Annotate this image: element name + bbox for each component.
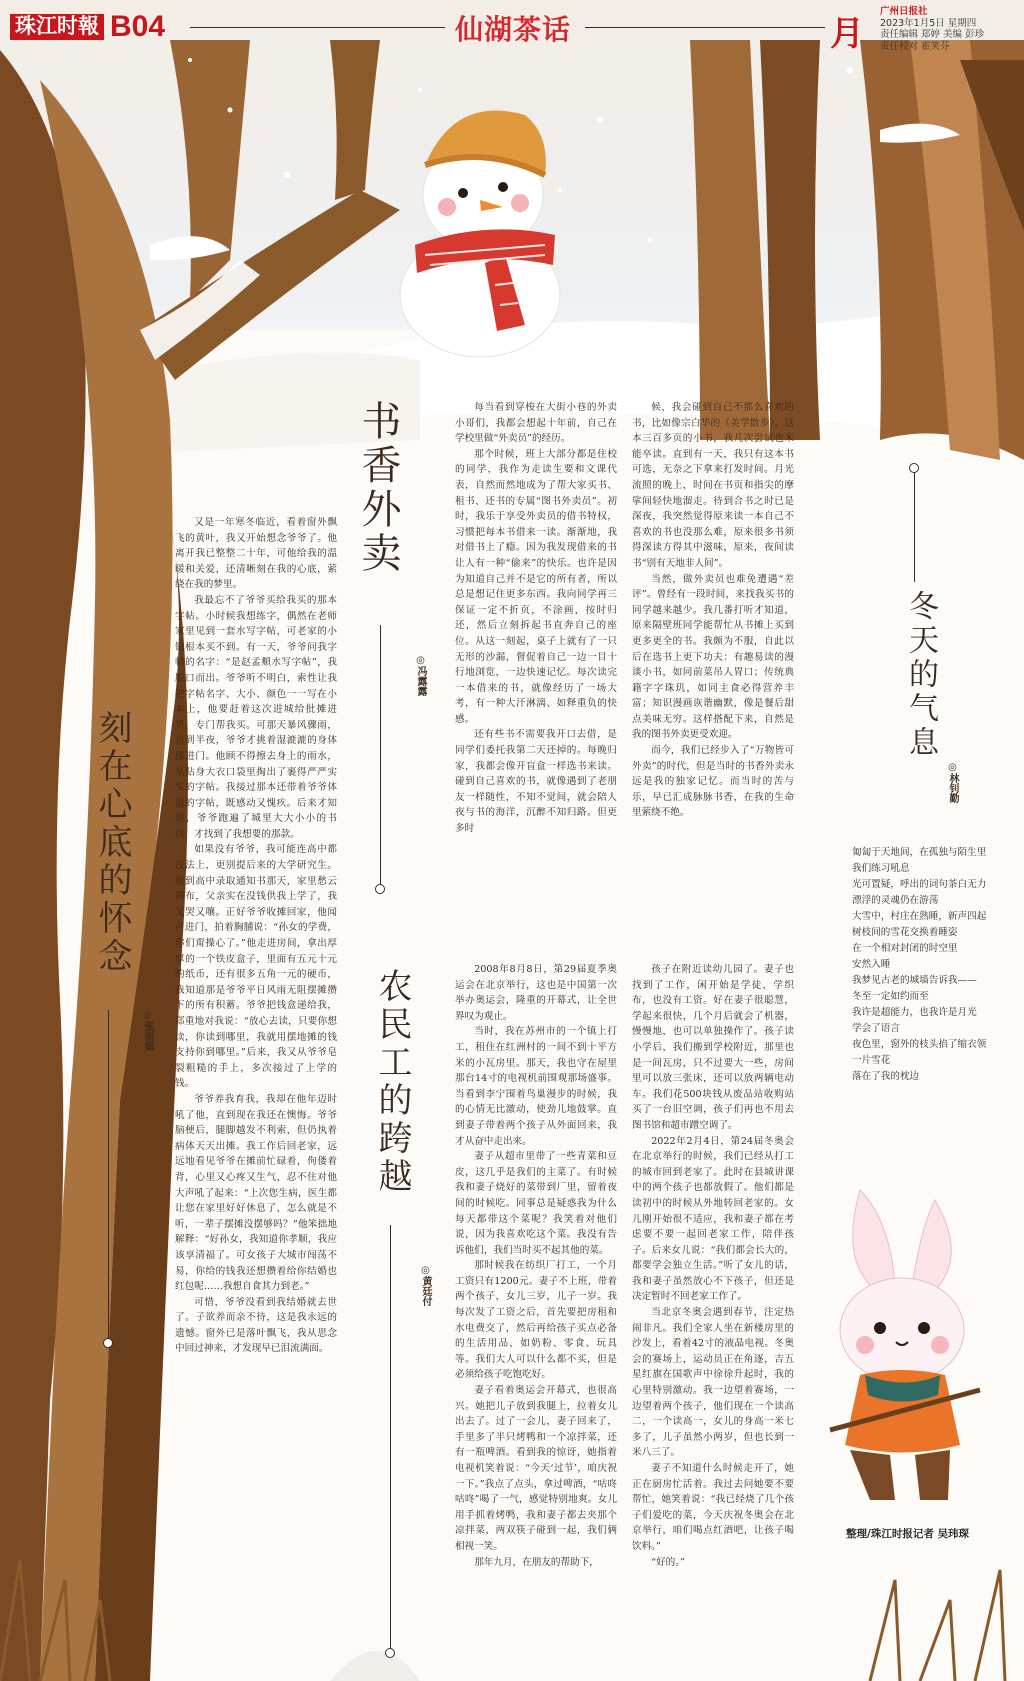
divider-dongtian	[914, 472, 915, 582]
article-title-dongtian: 冬天的气息	[903, 590, 938, 760]
paragraph: 孩子在附近读幼儿园了。妻子也找到了工作，闲开始是学徒，学织布，也没有工资。好在妻子很聪慧，学起来很快，几个月后就会了机器，慢慢地，也可以单独操作了。孩子读小学后，我们搬到学校附近，那里也是一间瓦房，只不过要大一些，房间里可以放三张床，还可以放两辆电动车。我们花500块钱从废品站收购站买了一台旧空调，孩子们再也不用去图书馆和超市蹭空调了。	[632, 964, 794, 1131]
poem-line: 一片雪花	[852, 1055, 891, 1066]
author-shuxiang: ◎冯露露	[415, 655, 426, 696]
paragraph: “好的。”	[651, 1556, 685, 1568]
paragraph: 妻子不知道什么时候走开了，她正在厨房忙活着。我过去问她要不要帮忙，她笑着说：“我已经烧了几个孩子们爱吃的菜，今天庆祝冬奥会在北京举行，咱们喝点红酒吧，让孩子喝饮料。”	[632, 1463, 794, 1552]
newspaper-header	[0, 0, 1024, 54]
article-column-nongmin-2	[632, 962, 794, 1662]
poem-line: 冬至一定如约而至	[852, 991, 929, 1002]
page-info	[880, 6, 984, 52]
paragraph: 如果没有爷爷，我可能连高中都没法上，更别提后来的大学研究生。收到高中录取通知书那天，家里愁云满布，父亲实在没钱供我上学了，我又哭又嚷。正好爷爷收摊回家，他闻声进门，拍着胸脯说：“孙女的学费，你们甭操心了。”他走进房间，拿出厚厚的一个铁皮盒子，里面有五元十元的纸币，还有很多五角一元的硬币，我知道那是爷爷平日风雨无阻摆摊攒下的所有积蓄。爷爷把钱盒递给我，郑重地对我说：“放心去读，只要你想读，你读到哪里，我就用摆地摊的钱支持你到哪里。”后来，我又从爷爷皂裂粗糙的手上，多次接过了上学的钱。	[175, 844, 337, 1090]
poem-line: 我们练习吼息	[852, 863, 910, 874]
paragraph: 2008年8月8日，第29届夏季奥运会在北京举行，这也是中国第一次举办奥运会，隆重的开幕式，让全世界叹为观止。	[455, 964, 617, 1022]
paragraph: 那时候我在纺织厂打工，一个月工资只有1200元。妻子不上班，带着两个孩子，女儿三岁，儿子一岁。我每次发了工资之后，首先要把房租和水电费交了，然后再给孩子买点必备的生活用品，如奶粉、零食、玩具等。我们大人可以什么都不买，但是必须给孩子吃饱吃好。	[455, 1260, 617, 1381]
paragraph: 那年九月，在朋友的帮助下，	[474, 1556, 599, 1568]
paragraph: 当北京冬奥会遇到春节，注定热闹非凡。我们全家人坐在新楼房里的沙发上，看着42寸的液晶电视。冬奥会的赛场上，运动员正在角逐，吉五星红旗在国歌声中徐徐升起时，我的心里特别激动。我一边望着赛场，一边望着两个孩子，他们现在一个读高二，一个读高一，女儿的身高一米七多了，儿子虽然小两岁，但也长到一米八三了。	[632, 1307, 794, 1459]
editor-credit: 整理/珠江时报记者 吴玮琛	[846, 1528, 969, 1540]
bunny-icon	[820, 1180, 1000, 1520]
paragraph: 那个时候，班上大部分都是住校的同学，我作为走读生要和文课代表，自然而然地成为了帮大家买书、租书、还书的专属“图书外卖员”。初时，我乐于享受外卖员的借书特权，习惯把每本书借来一读。渐渐地，我对借书上了瘾。因为我发现借来的书让人有一种“偷来”的快乐。也许是因为知道自己并不是它的所有者，所以总是想记住更多东西。我向同学再三保证一定不折页，不涂画，按时归还，然后立刻拆起书直奔自己的座位。从这一刻起，桌子上就有了一只无形的沙漏，督促着自己一边一目十行地浏览，一边快速记忆。每次读完一本借来的书，就像经历了一场大考，有一种大汗淋漓、如释重负的快感。	[455, 448, 617, 725]
divider-dot	[375, 884, 385, 894]
article-column-shuxiang-1	[455, 400, 617, 905]
header-rule-left	[190, 27, 445, 28]
author-nongmin: ◎黄廷付	[420, 1265, 431, 1306]
proof-info: 责任校对 霍笑芬	[880, 40, 950, 52]
editor-info: 责任编辑 郑婷 美编 彭珍	[880, 29, 985, 40]
paragraph: 又是一年寒冬临近，看着窗外飘飞的黄叶，我又开始想念爷爷了。他离开我已整整二十年，可他给我的温暖和关爱，还清晰刻在我的心底，萦绕在我的梦里。	[175, 517, 337, 591]
divider-nongmin	[390, 1225, 391, 1650]
paragraph: 候，我会碰到自己不那么喜欢的书，比如像宗白华的《美学散步》，这本三百多页的小书，我几次尝试也未能卒读。直到有一天，我只有这本书可选，无奈之下拿来打发时间。月光流照的晚上，时间在书页和指尖的摩挲间轻快地溜走。待到合书之时已是深夜，我突然觉得原来读一本自己不喜欢的书也没那么难，原来很多书须得深读方得其中滋味，原来，夜间读书“别有天地非人间”。	[632, 402, 794, 569]
newspaper-logo: 珠江时報	[10, 14, 104, 40]
header-rule-right	[585, 27, 825, 28]
paragraph: 妻子从超市里带了一些青菜和豆皮，这几乎是我们的主菜了。有时候我和妻子烧好的菜带到厂里，留着夜间的时候吃。同事总是疑惑我为什么每天都带这个菜呢？我笑着对他们说，因为我喜欢吃这个菜。我没有告诉他们，我们当时买不起其他的菜。	[455, 1151, 617, 1256]
poem-line: 匍匐于天地间，在孤独与陌生里	[852, 847, 987, 858]
article-column-kezai	[175, 515, 337, 1480]
paragraph: 而今，我们已经步入了“万物皆可外卖”的时代，但是当时的书香外卖永远是我的独家记忆。而当时的苦与乐，早已汇成脉脉书香，在我的生命里萦绕不绝。	[632, 745, 794, 819]
divider-dot	[385, 1648, 395, 1658]
paragraph: 当时，我在苏州市的一个镇上打工，租住在红洲村的一间不到十平方米的小瓦房里。那天，我也守在屋里那台14寸的电视机前围观那场盛事。当看到李宁围着鸟巢漫步的时候，我的心情无比激动，使劲儿地鼓掌。直到妻子带着两个孩子从外面回来，我才从奋中走出来。	[455, 1026, 617, 1147]
paragraph: 我最忘不了爷爷买给我买的那本字帖。小时候我想练字，偶然在老师家里见到一套水写字帖，可老家的小镇根本买不到。有一天，爷爷问我字帖的名字：“是赵孟頫水写字帖”，我脱口而出。爷爷听不明白，索性让我把字帖名字、大小、颜色一一写在小本上，他要赶着这次进城给批摊进货，专门帮我买。可那天暴风骤雨，直到半夜，爷爷才挑着湿漉漉的身体挪进门。他顾不得擦去身上的雨水，从贴身大衣口袋里掏出了裹得严严实实的字帖。我接过那本还带着爷爷体温的字帖，既感动又愧疚。后来才知道，爷爷跑遍了城里大大小小的书店，才找到了我想要的那款。	[175, 594, 337, 840]
author-dongtian: ◎林钊勤	[947, 762, 958, 803]
poem-line: 我许是超能力，也我许是月光	[852, 1007, 977, 1018]
paragraph: 还有些书不需要我开口去借，是同学们委托我第二天还掉的。每晚归家，我都会像开盲盒一样选书来读。碰到自己喜欢的书，就像遇到了老朋友一样随性，不知不觉间，就会陪人夜与书的海洋，沉醉不知归路。但更多时	[455, 729, 617, 835]
divider-kezai	[108, 1010, 109, 1340]
poem-line: 落在了我的枕边	[852, 1071, 920, 1082]
publisher: 广州日报社	[880, 6, 928, 17]
divider-dot	[103, 1338, 113, 1348]
snowman-icon	[385, 95, 585, 360]
author-kezai: ◎张丽娟	[142, 1010, 153, 1051]
paragraph: 2022年2月4日，第24届冬奥会在北京举行的时候，我们已经从打工的城市回到老家了。此时在县城讲课中的两个孩子也都放假了。他们都是读初中的时候从外地转回老家的。女儿刚开始很不适应，我和妻子都在考虑要不要一起回老家工作，陪伴孩子。后来女儿说：“我们都会长大的，都要学会独立生活。”听了女儿的话，我和妻子虽然放心不下孩子，但还是决定暂时不回老家工作了。	[632, 1135, 794, 1303]
poem-dongtian	[852, 845, 1017, 1085]
article-title-nongmin: 农民工的跨越	[372, 968, 412, 1196]
poem-line: 学会了语言	[852, 1023, 900, 1034]
paragraph: 爷爷养我育我，我却在他年迈时吼了他，直到现在我还在懊悔。爷爷脑梗后，腿脚越发不利索，但仍执着病体天天出摊。我工作后回老家，远远地看见爷爷在摊前忙碌着，佝偻着背，心里又心疼又生气，忍不住对他大声吼了起来：“上次您生病，医生都让您在家里好好休息了，怎么就是不听，一辈子摆摊没摆够吗？”他笨拙地解释：“好孙女，我知道你孝顺，我应该享清福了。可女孩子大城市闯荡不易，你给的钱我还想攒着给你结婚也红包呢……我想自食其力到老。”	[175, 1093, 337, 1293]
poem-line: 我梦见古老的城墙告诉我——	[852, 975, 977, 986]
paragraph: 可惜，爷爷没看到我结婚就去世了。子欲养而亲不待，这是我永远的遗憾。窗外已是落叶飘飞，我从思念中回过神来，才发现早已泪流满面。	[175, 1296, 337, 1355]
paragraph: 每当看到穿梭在大街小巷的外卖小哥们，我都会想起十年前，自己在学校里做“外卖员”的经历。	[455, 402, 617, 445]
poem-line: 大雪中，村庄在熟睡，新声四起	[852, 911, 987, 922]
paragraph: 妻子看着奥运会开幕式，也很高兴。她把儿子放到我腿上，拉着女儿出去了。过了一会儿，妻子回来了，手里多了半只烤鸭和一个凉拌菜，还有一瓶啤酒。看到我的惊讶，她指着电视机笑着说：“今天‘过节’，咱庆祝一下。”我点了点头，拿过啤酒，“咕咚咕咚”喝了一气，感觉特别地爽。女儿用手抓着烤鸭，我和妻子都去夹那个凉拌菜，两双筷子碰到一起，我们俩相视一笑。	[455, 1385, 617, 1552]
poem-line: 夜色里，窗外的枝头掐了缩衣领	[852, 1039, 987, 1050]
poem-line: 漂浮的灵魂仍在游荡	[852, 895, 939, 906]
divider-shuxiang	[380, 625, 381, 885]
article-title-kezai: 刻在心底的怀念	[92, 710, 132, 976]
poem-line: 安然入睡	[852, 959, 891, 970]
article-column-nongmin-1	[455, 962, 617, 1662]
poem-line: 光可置疑，呼出的词句茶白无力	[852, 879, 987, 890]
poem-line: 在一个相对封闭的时空里	[852, 943, 958, 954]
month-glyph: 月	[830, 14, 864, 54]
page-number: B04	[110, 10, 166, 43]
poem-line: 树枝间的雪花交换着睡姿	[852, 927, 958, 938]
issue-date: 2023年1月5日 星期四	[880, 17, 977, 29]
article-column-shuxiang-2	[632, 400, 794, 905]
section-title: 仙湖茶话	[455, 13, 572, 46]
article-title-shuxiang: 书香外卖	[355, 400, 401, 576]
paragraph: 当然，做外卖员也难免遭遇“差评”。曾经有一段时间，来找我买书的同学越来越少。我几番打听才知道，原来隔壁班同学能帮忙从书摊上买到更多更全的书。我颇为不服，自此以后在选书上更下功夫：有趣易读的漫谈小书，如同前菜吊人胃口；传统典籍字字珠玑，如同主食必得营养丰富；知识漫画诙谐幽默，像是餐后甜点美味无穷。这样搭配下来，自然是我的图书外卖更受欢迎。	[632, 573, 794, 741]
